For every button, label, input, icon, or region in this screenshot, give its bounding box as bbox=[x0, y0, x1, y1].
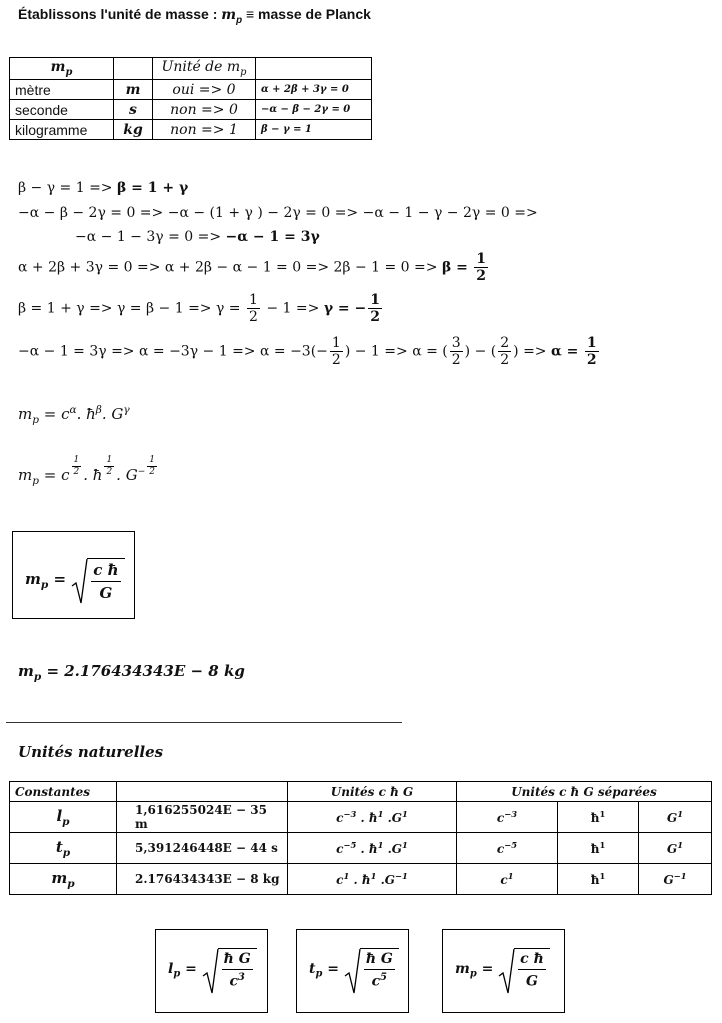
sqrt-icon: $\frac{\text{c ħ}}{G}$ bbox=[498, 948, 550, 990]
formula-mp-values: $m_p = c$ $\frac{1}{2}$ . ħ $\frac{1}{2}$ . G− $\frac{1}{2}$ bbox=[18, 455, 155, 487]
mp-value: $m_p = 2.176434343E - 8$ kg bbox=[18, 662, 245, 683]
divider bbox=[6, 722, 402, 723]
sqrt-icon: $\frac{\text{ħ G}}{c^3}$ bbox=[202, 948, 257, 990]
formula-mp-exponents: $m_p = c^\alpha$. $ħ^\beta$. $G^\gamma$ bbox=[18, 404, 130, 426]
section-heading: Unités naturelles bbox=[18, 743, 164, 761]
table-row: $l_p$ 1,616255024E − 35 m $c^{-3}$ . $ħ^1$ $.G^1$ $c^{-3}$ $ħ^1$ $G^1$ bbox=[10, 802, 712, 833]
sqrt-icon: $\frac{\text{c ħ}}{G}$ bbox=[71, 558, 124, 602]
boxed-formula-mp-bottom: $m_p$ = $\frac{\text{c ħ}}{G}$ bbox=[442, 929, 565, 1013]
derivation-line-6: −α − 1 = 3γ => α = −3γ − 1 => α = −3(− $\frac{1}{2}$ ) − 1 => α = ( $\frac{3}{2}$ ) − ( $\frac{2}{2}$ ) => α = $\frac{1}{2}$ bbox=[18, 335, 597, 368]
table-row: mètre m oui => 0 α + 2β + 3γ = 0 bbox=[10, 80, 372, 100]
derivation-line-4: α + 2β + 3γ = 0 => α + 2β − α − 1 = 0 => 2β − 1 = 0 => β = $\frac{1}{2}$ bbox=[18, 251, 487, 284]
natural-units-table: Constantes Unités c ħ G Unités c ħ G séparées $l_p$ 1,616255024E − 35 m $c^{-3}$ . $ħ^1$ $.G^1$ $c^{-3}$ $ħ^1$ $G^1$ $t_p$ 5,391246448E − 44 s $c^{-5}$ . $ħ^1$ $.G^1$ $c^{-5}$ $ħ^1$ $G^1$ $m_p$ 2.176434343E − 8 kg $c^1$ . $ħ^1$ $.G^{-1}$ $c^1$ $ħ^1$ $G^{-1}$ bbox=[9, 781, 712, 895]
table-row: $t_p$ 5,391246448E − 44 s $c^{-5}$ . $ħ^1$ $.G^1$ $c^{-5}$ $ħ^1$ $G^1$ bbox=[10, 833, 712, 864]
derivation-line-5: β = 1 + γ => γ = β − 1 => γ = $\frac{1}{2}$ − 1 => γ = − $\frac{1}{2}$ bbox=[18, 292, 381, 325]
boxed-formula-mp: $m_p$ = $\frac{\text{c ħ}}{G}$ bbox=[12, 531, 135, 619]
derivation-line-1: β − γ = 1 => β = 1 + γ bbox=[18, 180, 189, 196]
page-title: Établissons l'unité de masse : $m_p$ ≡ masse de Planck bbox=[18, 6, 371, 26]
derivation-line-3: −α − 1 − 3γ = 0 => −α − 1 = 3γ bbox=[75, 229, 320, 245]
boxed-formula-tp: $t_p$ = $\frac{\text{ħ G}}{c^5}$ bbox=[296, 929, 409, 1013]
sqrt-icon: $\frac{\text{ħ G}}{c^5}$ bbox=[344, 948, 399, 990]
boxed-formula-lp: $l_p$ = $\frac{\text{ħ G}}{c^3}$ bbox=[155, 929, 268, 1013]
unit-table bbox=[9, 57, 372, 140]
unit-table-header-unit: Unité de $m_p$ bbox=[153, 58, 256, 80]
table-row: seconde s non => 0 −α − β − 2γ = 0 bbox=[10, 100, 372, 120]
derivation-line-2: −α − β − 2γ = 0 => −α − (1 + γ ) − 2γ = 0 => −α − 1 − γ − 2γ = 0 => bbox=[18, 205, 538, 221]
table-row: $m_p$ 2.176434343E − 8 kg $c^1$ . $ħ^1$ $.G^{-1}$ $c^1$ $ħ^1$ $G^{-1}$ bbox=[10, 864, 712, 895]
table-row: kilogramme kg non => 1 β − γ = 1 bbox=[10, 120, 372, 140]
unit-table-header-mp: $m_p$ bbox=[10, 58, 114, 80]
